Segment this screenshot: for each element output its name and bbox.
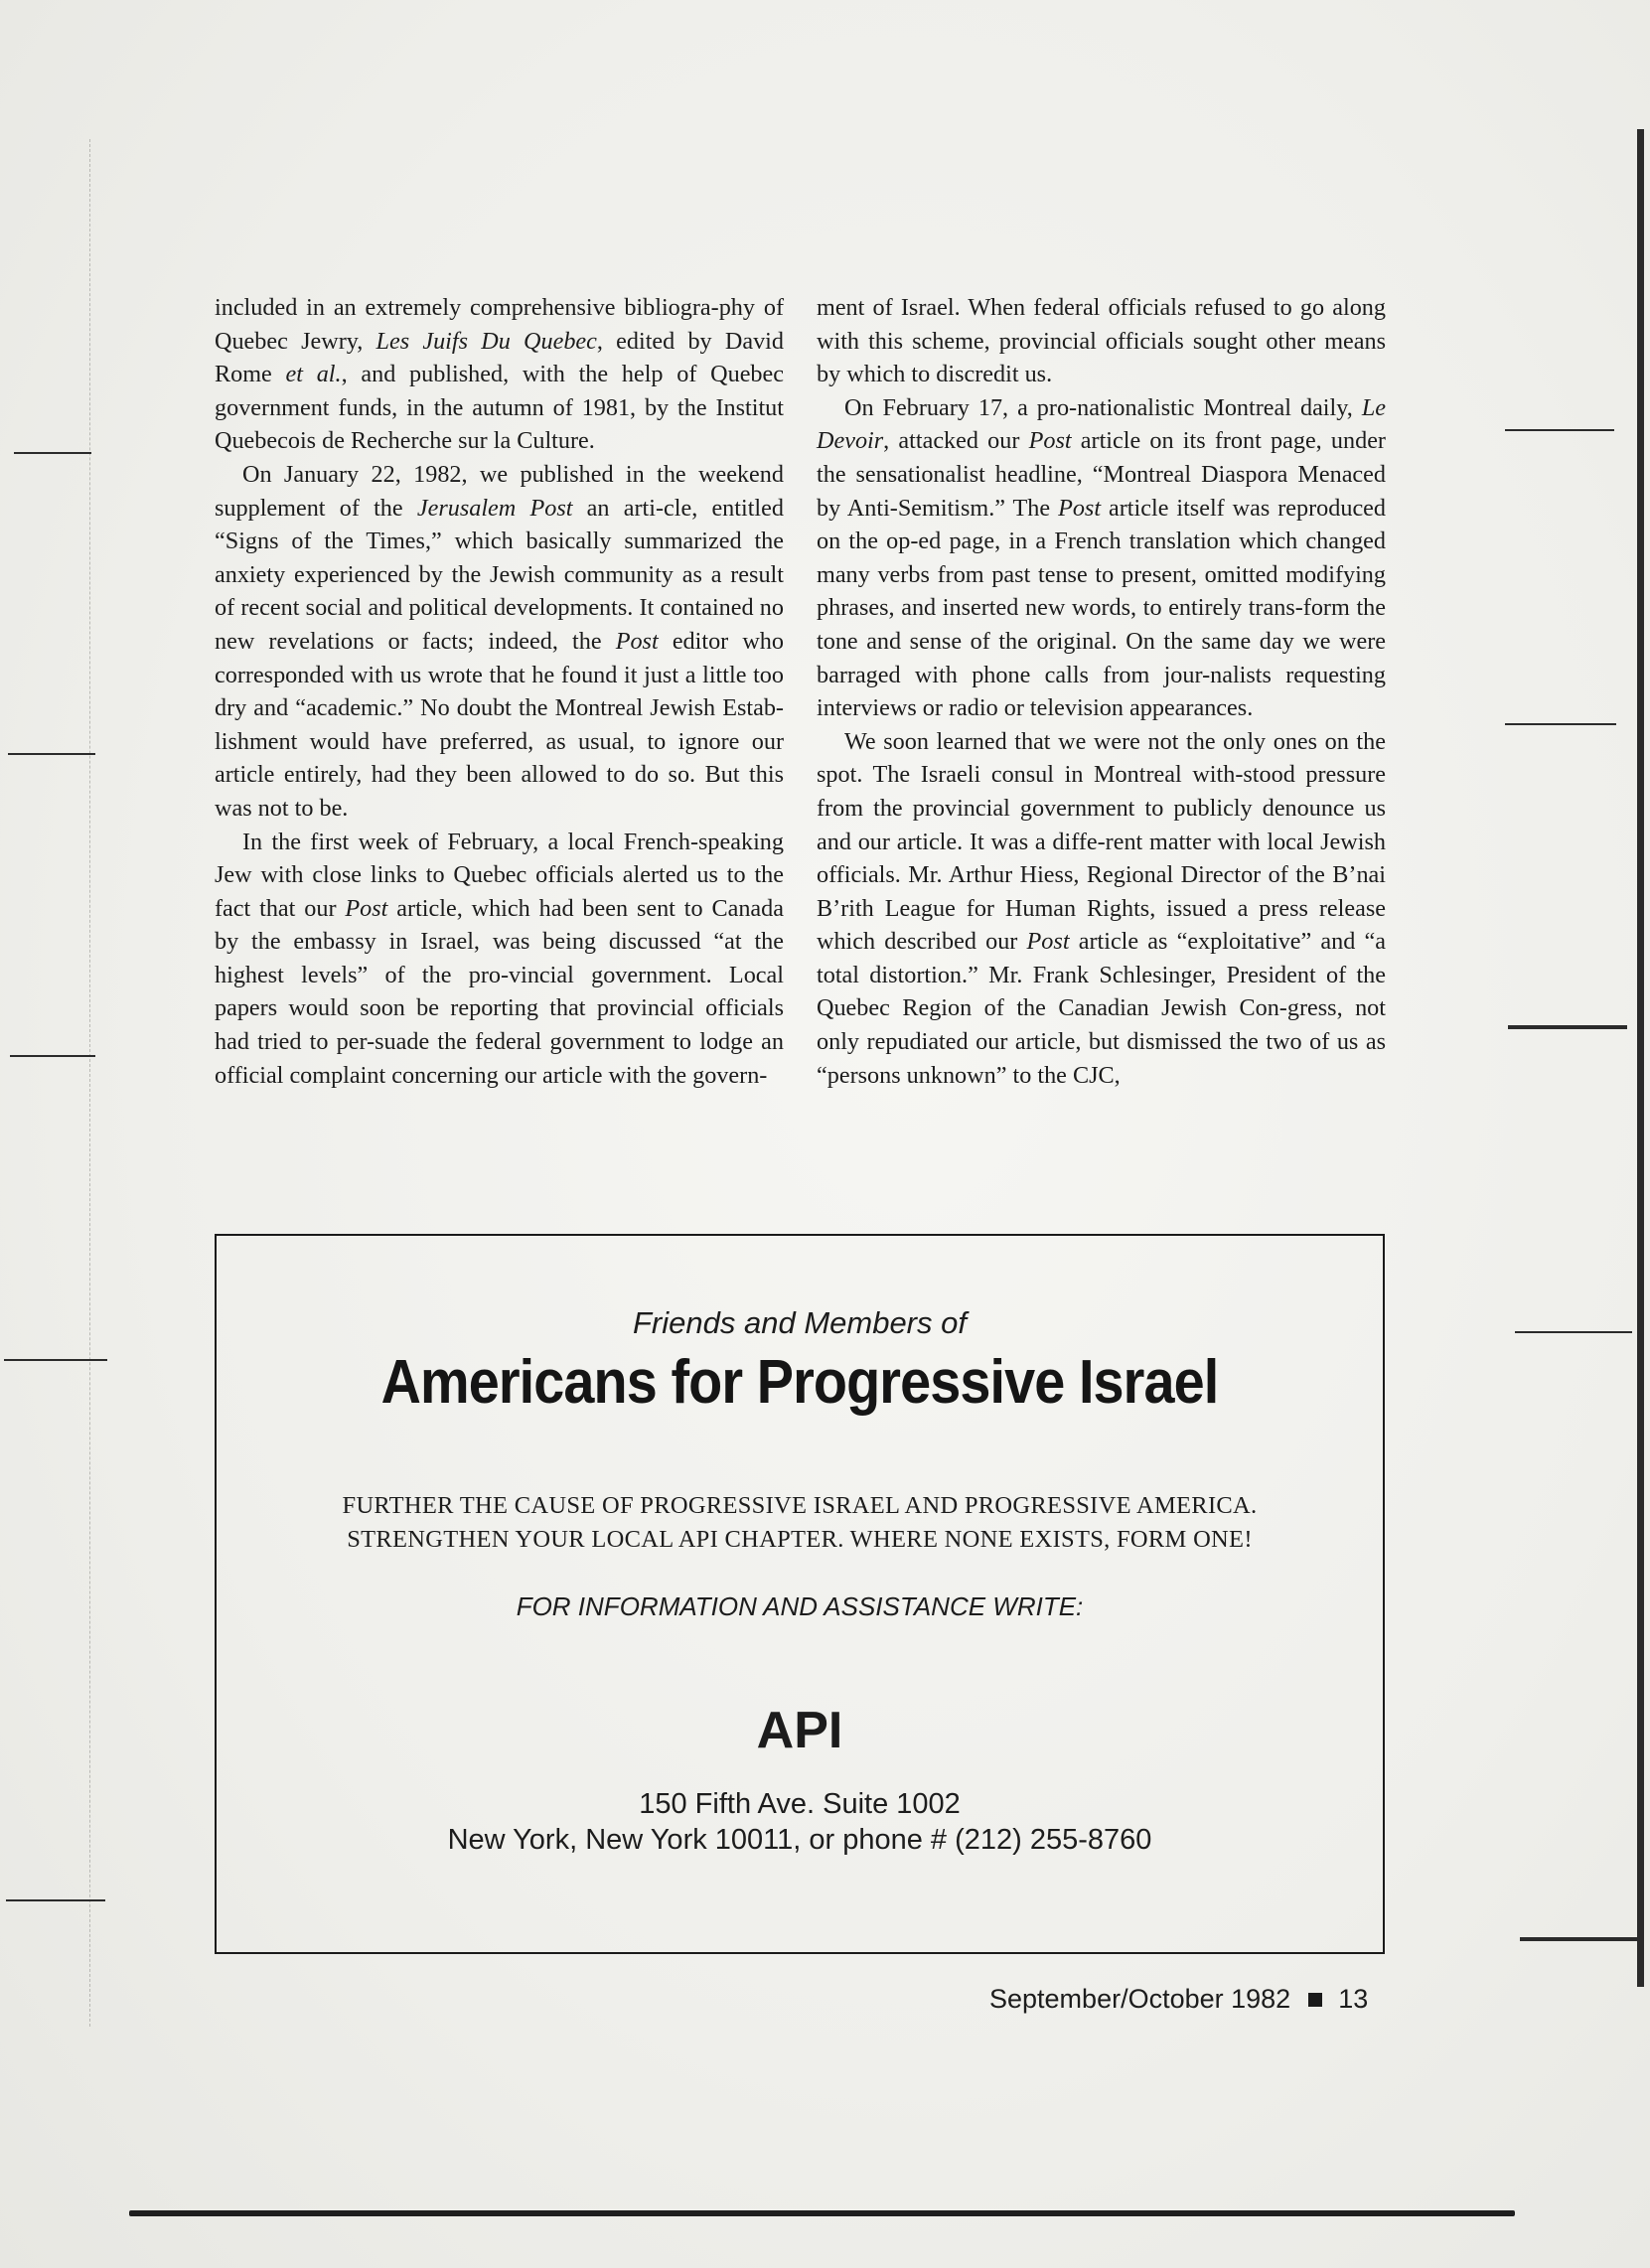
ad-slogan-line: STRENGTHEN YOUR LOCAL API CHAPTER. WHERE NONE EXISTS, FORM ONE! — [347, 1526, 1253, 1553]
page-footer — [989, 1984, 1368, 2015]
bottom-rule — [129, 2210, 1515, 2216]
ad-address-line: New York, New York 10011, or phone # (212) 255-8760 — [447, 1824, 1152, 1856]
scan-rule — [10, 1055, 95, 1057]
paragraph: On January 22, 1982, we published in the weekend supplement of the Jerusalem Post an arti-cle, entitled “Signs of the Times,” which basically summarized the anxiety experienced by the Jewish community as a result of recent social and political developments. It contained no new revelations or facts; indeed, the Post editor who corresponded with us wrote that he found it just a little too dry and “academic.” No doubt the Montreal Jewish Estab-lishment would have preferred, as usual, to ignore our article entirely, had they been allowed to do so. But this was not to be. — [215, 460, 784, 822]
ad-info-heading: FOR INFORMATION AND ASSISTANCE WRITE: — [516, 1591, 1084, 1621]
scan-rule — [14, 452, 91, 454]
ad-friends-line: Friends and Members of — [633, 1305, 967, 1340]
page-edge-shadow — [1637, 129, 1644, 1987]
ad-address-line: 150 Fifth Ave. Suite 1002 — [639, 1788, 961, 1820]
issue-date: September/October 1982 — [989, 1984, 1291, 2014]
scan-rule — [8, 753, 95, 755]
scan-rule — [1505, 723, 1616, 725]
right-column — [817, 291, 1386, 1092]
scan-rule — [6, 1899, 105, 1901]
ad-slogan-line: FURTHER THE CAUSE OF PROGRESSIVE ISRAEL AND PROGRESSIVE AMERICA. — [342, 1492, 1258, 1519]
page-number: 13 — [1338, 1984, 1369, 2014]
scan-margin-marks — [89, 139, 104, 2027]
paragraph: On February 17, a pro-nationalistic Montreal daily, Le Devoir, attacked our Post article on its front page, under the sensationalist headline, “Montreal Diaspora Menaced by Anti-Semitism.” The Post article itself was reproduced on the op-ed page, in a French translation which changed many verbs from past tense to present, omitted modifying phrases, and inserted new words, to entirely trans-form the tone and sense of the original. On the same day we were barraged with phone calls from jour-nalists requesting interviews or radio or television appearances. — [817, 393, 1387, 722]
scan-rule — [1508, 1025, 1627, 1029]
scan-rule — [1515, 1331, 1632, 1333]
paragraph: included in an extremely comprehensive bibliogra-phy of Quebec Jewry, Les Juifs Du Quebec, edited by David Rome et al., and published, with the help of Quebec government funds, in the autumn of 1981, by the Institut Quebecois de Recherche sur la Culture. — [215, 294, 784, 455]
scan-rule — [1520, 1937, 1637, 1941]
square-bullet-icon — [1308, 1993, 1322, 2007]
scan-rule — [1505, 429, 1614, 431]
ad-api-heading: API — [756, 1702, 843, 1759]
paragraph: We soon learned that we were not the only ones on the spot. The Israeli consul in Montreal with-stood pressure from the provincial government to publicly denounce us and our article. It was a diffe-rent matter with local Jewish officials. Mr. Arthur Hiess, Regional Director of the B’nai B’rith League for Human Rights, issued a press release which described our Post article as “exploitative” and “a total distortion.” Mr. Frank Schlesinger, President of the Quebec Region of the Canadian Jewish Con-gress, not only repudiated our article, but dismissed the two of us as “persons unknown” to the CJC, — [817, 727, 1386, 1089]
paragraph: In the first week of February, a local French-speaking Jew with close links to Quebec officials alerted us to the fact that our Post article, which had been sent to Canada by the embassy in Israel, was being discussed “at the highest levels” of the pro-vincial government. Local papers would soon be reporting that provincial officials had tried to per-suade the federal government to lodge an official complaint concerning our article with the govern- — [215, 828, 784, 1089]
advertisement-box — [215, 1234, 1385, 1954]
ad-organization-title: Americans for Progressive Israel — [380, 1348, 1219, 1417]
scan-rule — [4, 1359, 107, 1361]
left-column — [215, 291, 784, 1092]
paragraph: ment of Israel. When federal officials refused to go along with this scheme, provincial officials sought other means by which to discredit us. — [817, 294, 1386, 388]
